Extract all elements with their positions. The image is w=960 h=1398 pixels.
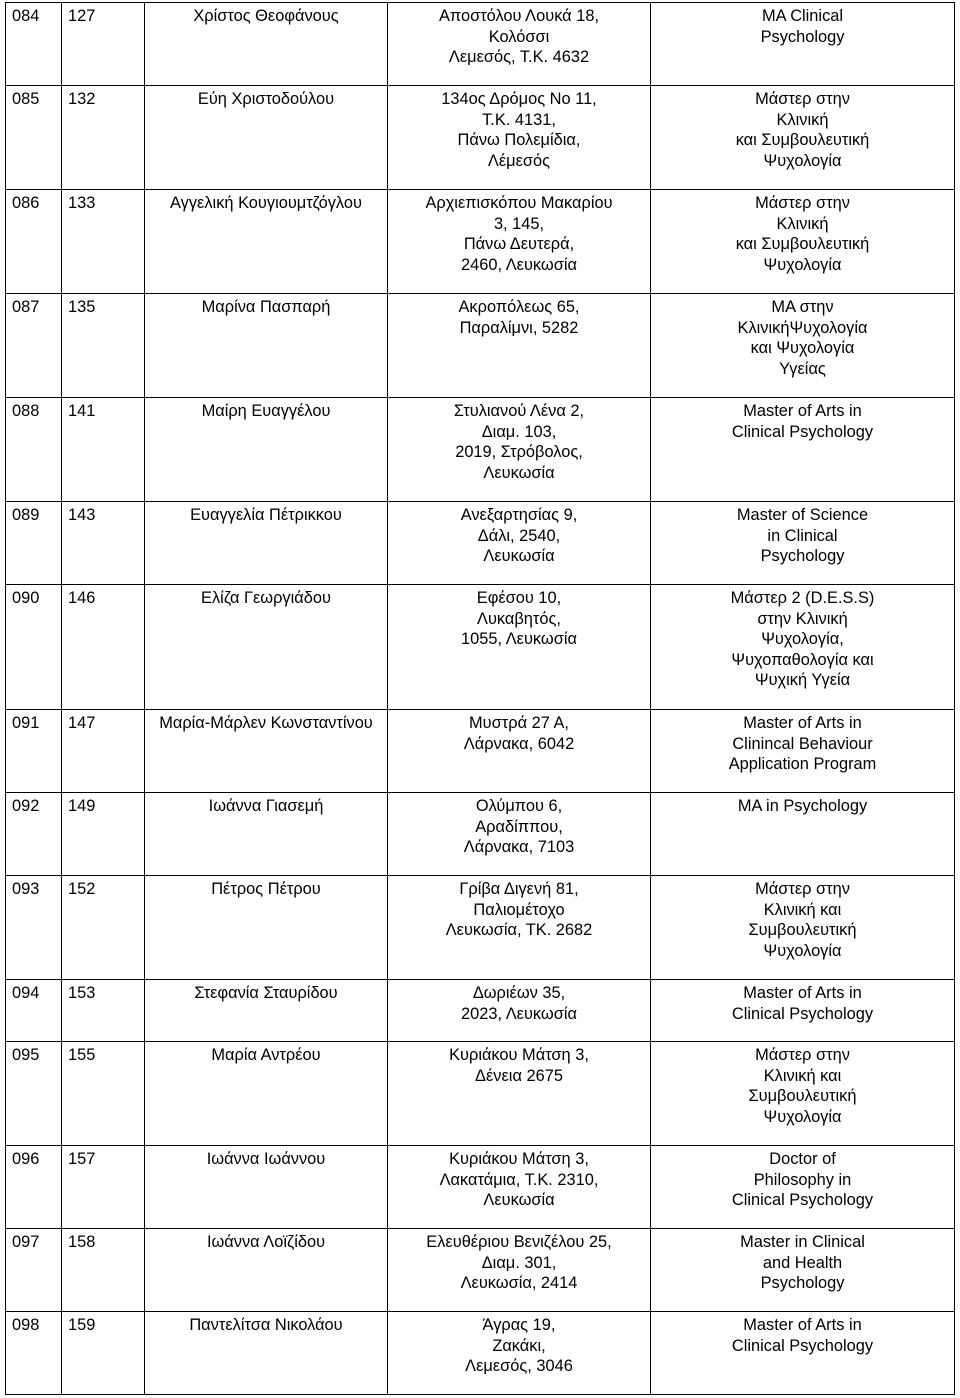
member-address: Στυλιανού Λένα 2, Διαμ. 103, 2019, Στρόβολος, Λευκωσία	[388, 398, 651, 502]
member-name: Ελίζα Γεωργιάδου	[145, 585, 388, 710]
member-degree: MA in Psychology	[651, 793, 955, 876]
row-number: 092	[6, 793, 62, 876]
row-number: 087	[6, 294, 62, 398]
member-address: Άγρας 19, Ζακάκι, Λεμεσός, 3046	[388, 1312, 651, 1395]
registration-number: 155	[62, 1042, 145, 1146]
member-address: Κυριάκου Μάτση 3, Λακατάμια, Τ.Κ. 2310, Λευκωσία	[388, 1146, 651, 1229]
member-address: Κυριάκου Μάτση 3, Δένεια 2675	[388, 1042, 651, 1146]
row-number: 097	[6, 1229, 62, 1312]
table-row	[6, 793, 955, 876]
member-name: Ιωάννα Ιωάννου	[145, 1146, 388, 1229]
row-number: 090	[6, 585, 62, 710]
member-degree: Doctor of Philosophy in Clinical Psychology	[651, 1146, 955, 1229]
table-row	[6, 1042, 955, 1146]
row-number: 086	[6, 190, 62, 294]
member-address: Ανεξαρτησίας 9, Δάλι, 2540, Λευκωσία	[388, 502, 651, 585]
row-number: 094	[6, 980, 62, 1042]
member-degree: Μάστερ 2 (D.E.S.S) στην Κλινική Ψυχολογία, Ψυχοπαθολογία και Ψυχική Υγεία	[651, 585, 955, 710]
member-address: Ολύμπου 6, Αραδίππου, Λάρνακα, 7103	[388, 793, 651, 876]
row-number: 096	[6, 1146, 62, 1229]
member-address: Εφέσου 10, Λυκαβητός, 1055, Λευκωσία	[388, 585, 651, 710]
table-row	[6, 710, 955, 793]
registration-number: 159	[62, 1312, 145, 1395]
row-number: 089	[6, 502, 62, 585]
table-row	[6, 294, 955, 398]
table-row	[6, 502, 955, 585]
row-number: 095	[6, 1042, 62, 1146]
registration-number: 149	[62, 793, 145, 876]
table-row	[6, 1229, 955, 1312]
row-number: 093	[6, 876, 62, 980]
member-degree: MA στην ΚλινικήΨυχολογία και Ψυχολογία Υγείας	[651, 294, 955, 398]
registry-table-body	[6, 3, 955, 1395]
member-address: 134ος Δρόμος Νο 11, Τ.Κ. 4131, Πάνω Πολεμίδια, Λέμεσός	[388, 86, 651, 190]
table-row	[6, 86, 955, 190]
table-row	[6, 980, 955, 1042]
registry-table	[5, 2, 955, 1395]
row-number: 084	[6, 3, 62, 86]
row-number: 088	[6, 398, 62, 502]
member-address: Δωριέων 35, 2023, Λευκωσία	[388, 980, 651, 1042]
member-degree: Master of Arts in Clinincal Behaviour Application Program	[651, 710, 955, 793]
member-name: Εύη Χριστοδούλου	[145, 86, 388, 190]
row-number: 085	[6, 86, 62, 190]
row-number: 098	[6, 1312, 62, 1395]
table-row	[6, 1312, 955, 1395]
table-row	[6, 190, 955, 294]
registration-number: 127	[62, 3, 145, 86]
member-degree: Μάστερ στην Κλινική και Συμβουλευτική Ψυχολογία	[651, 190, 955, 294]
member-name: Χρίστος Θεοφάνους	[145, 3, 388, 86]
registration-number: 152	[62, 876, 145, 980]
member-address: Ελευθέριου Βενιζέλου 25, Διαμ. 301, Λευκωσία, 2414	[388, 1229, 651, 1312]
row-number: 091	[6, 710, 62, 793]
registration-number: 141	[62, 398, 145, 502]
member-name: Στεφανία Σταυρίδου	[145, 980, 388, 1042]
member-degree: Master of Arts in Clinical Psychology	[651, 1312, 955, 1395]
member-name: Πέτρος Πέτρου	[145, 876, 388, 980]
member-degree: Μάστερ στην Κλινική και Συμβουλευτική Ψυχολογία	[651, 86, 955, 190]
member-degree: Μάστερ στην Κλινική και Συμβουλευτική Ψυχολογία	[651, 876, 955, 980]
registration-number: 132	[62, 86, 145, 190]
table-row	[6, 1146, 955, 1229]
member-address: Αποστόλου Λουκά 18, Κολόσσι Λεμεσός, Τ.Κ. 4632	[388, 3, 651, 86]
registration-number: 157	[62, 1146, 145, 1229]
member-name: Μαρία Αντρέου	[145, 1042, 388, 1146]
member-degree: Master of Arts in Clinical Psychology	[651, 980, 955, 1042]
table-row	[6, 876, 955, 980]
member-address: Ακροπόλεως 65, Παραλίμνι, 5282	[388, 294, 651, 398]
table-row	[6, 3, 955, 86]
member-degree: Μάστερ στην Κλινική και Συμβουλευτική Ψυχολογία	[651, 1042, 955, 1146]
registration-number: 147	[62, 710, 145, 793]
table-row	[6, 585, 955, 710]
member-degree: Master in Clinical and Health Psychology	[651, 1229, 955, 1312]
member-name: Μαρίνα Πασπαρή	[145, 294, 388, 398]
member-name: Ευαγγελία Πέτρικκου	[145, 502, 388, 585]
member-address: Μυστρά 27 Α, Λάρνακα, 6042	[388, 710, 651, 793]
registration-number: 133	[62, 190, 145, 294]
registration-number: 143	[62, 502, 145, 585]
member-name: Μαρία-Μάρλεν Κωνσταντίνου	[145, 710, 388, 793]
registration-number: 146	[62, 585, 145, 710]
registration-number: 158	[62, 1229, 145, 1312]
member-name: Μαίρη Ευαγγέλου	[145, 398, 388, 502]
registration-number: 153	[62, 980, 145, 1042]
member-degree: Master of Science in Clinical Psychology	[651, 502, 955, 585]
registration-number: 135	[62, 294, 145, 398]
member-name: Ιωάννα Λοϊζίδου	[145, 1229, 388, 1312]
member-address: Γρίβα Διγενή 81, Παλιομέτοχο Λευκωσία, ΤΚ. 2682	[388, 876, 651, 980]
member-degree: Master of Arts in Clinical Psychology	[651, 398, 955, 502]
member-address: Αρχιεπισκόπου Μακαρίου 3, 145, Πάνω Δευτερά, 2460, Λευκωσία	[388, 190, 651, 294]
member-name: Αγγελική Κουγιουμτζόγλου	[145, 190, 388, 294]
table-row	[6, 398, 955, 502]
member-name: Παντελίτσα Νικολάου	[145, 1312, 388, 1395]
member-degree: MA Clinical Psychology	[651, 3, 955, 86]
member-name: Ιωάννα Γιασεμή	[145, 793, 388, 876]
